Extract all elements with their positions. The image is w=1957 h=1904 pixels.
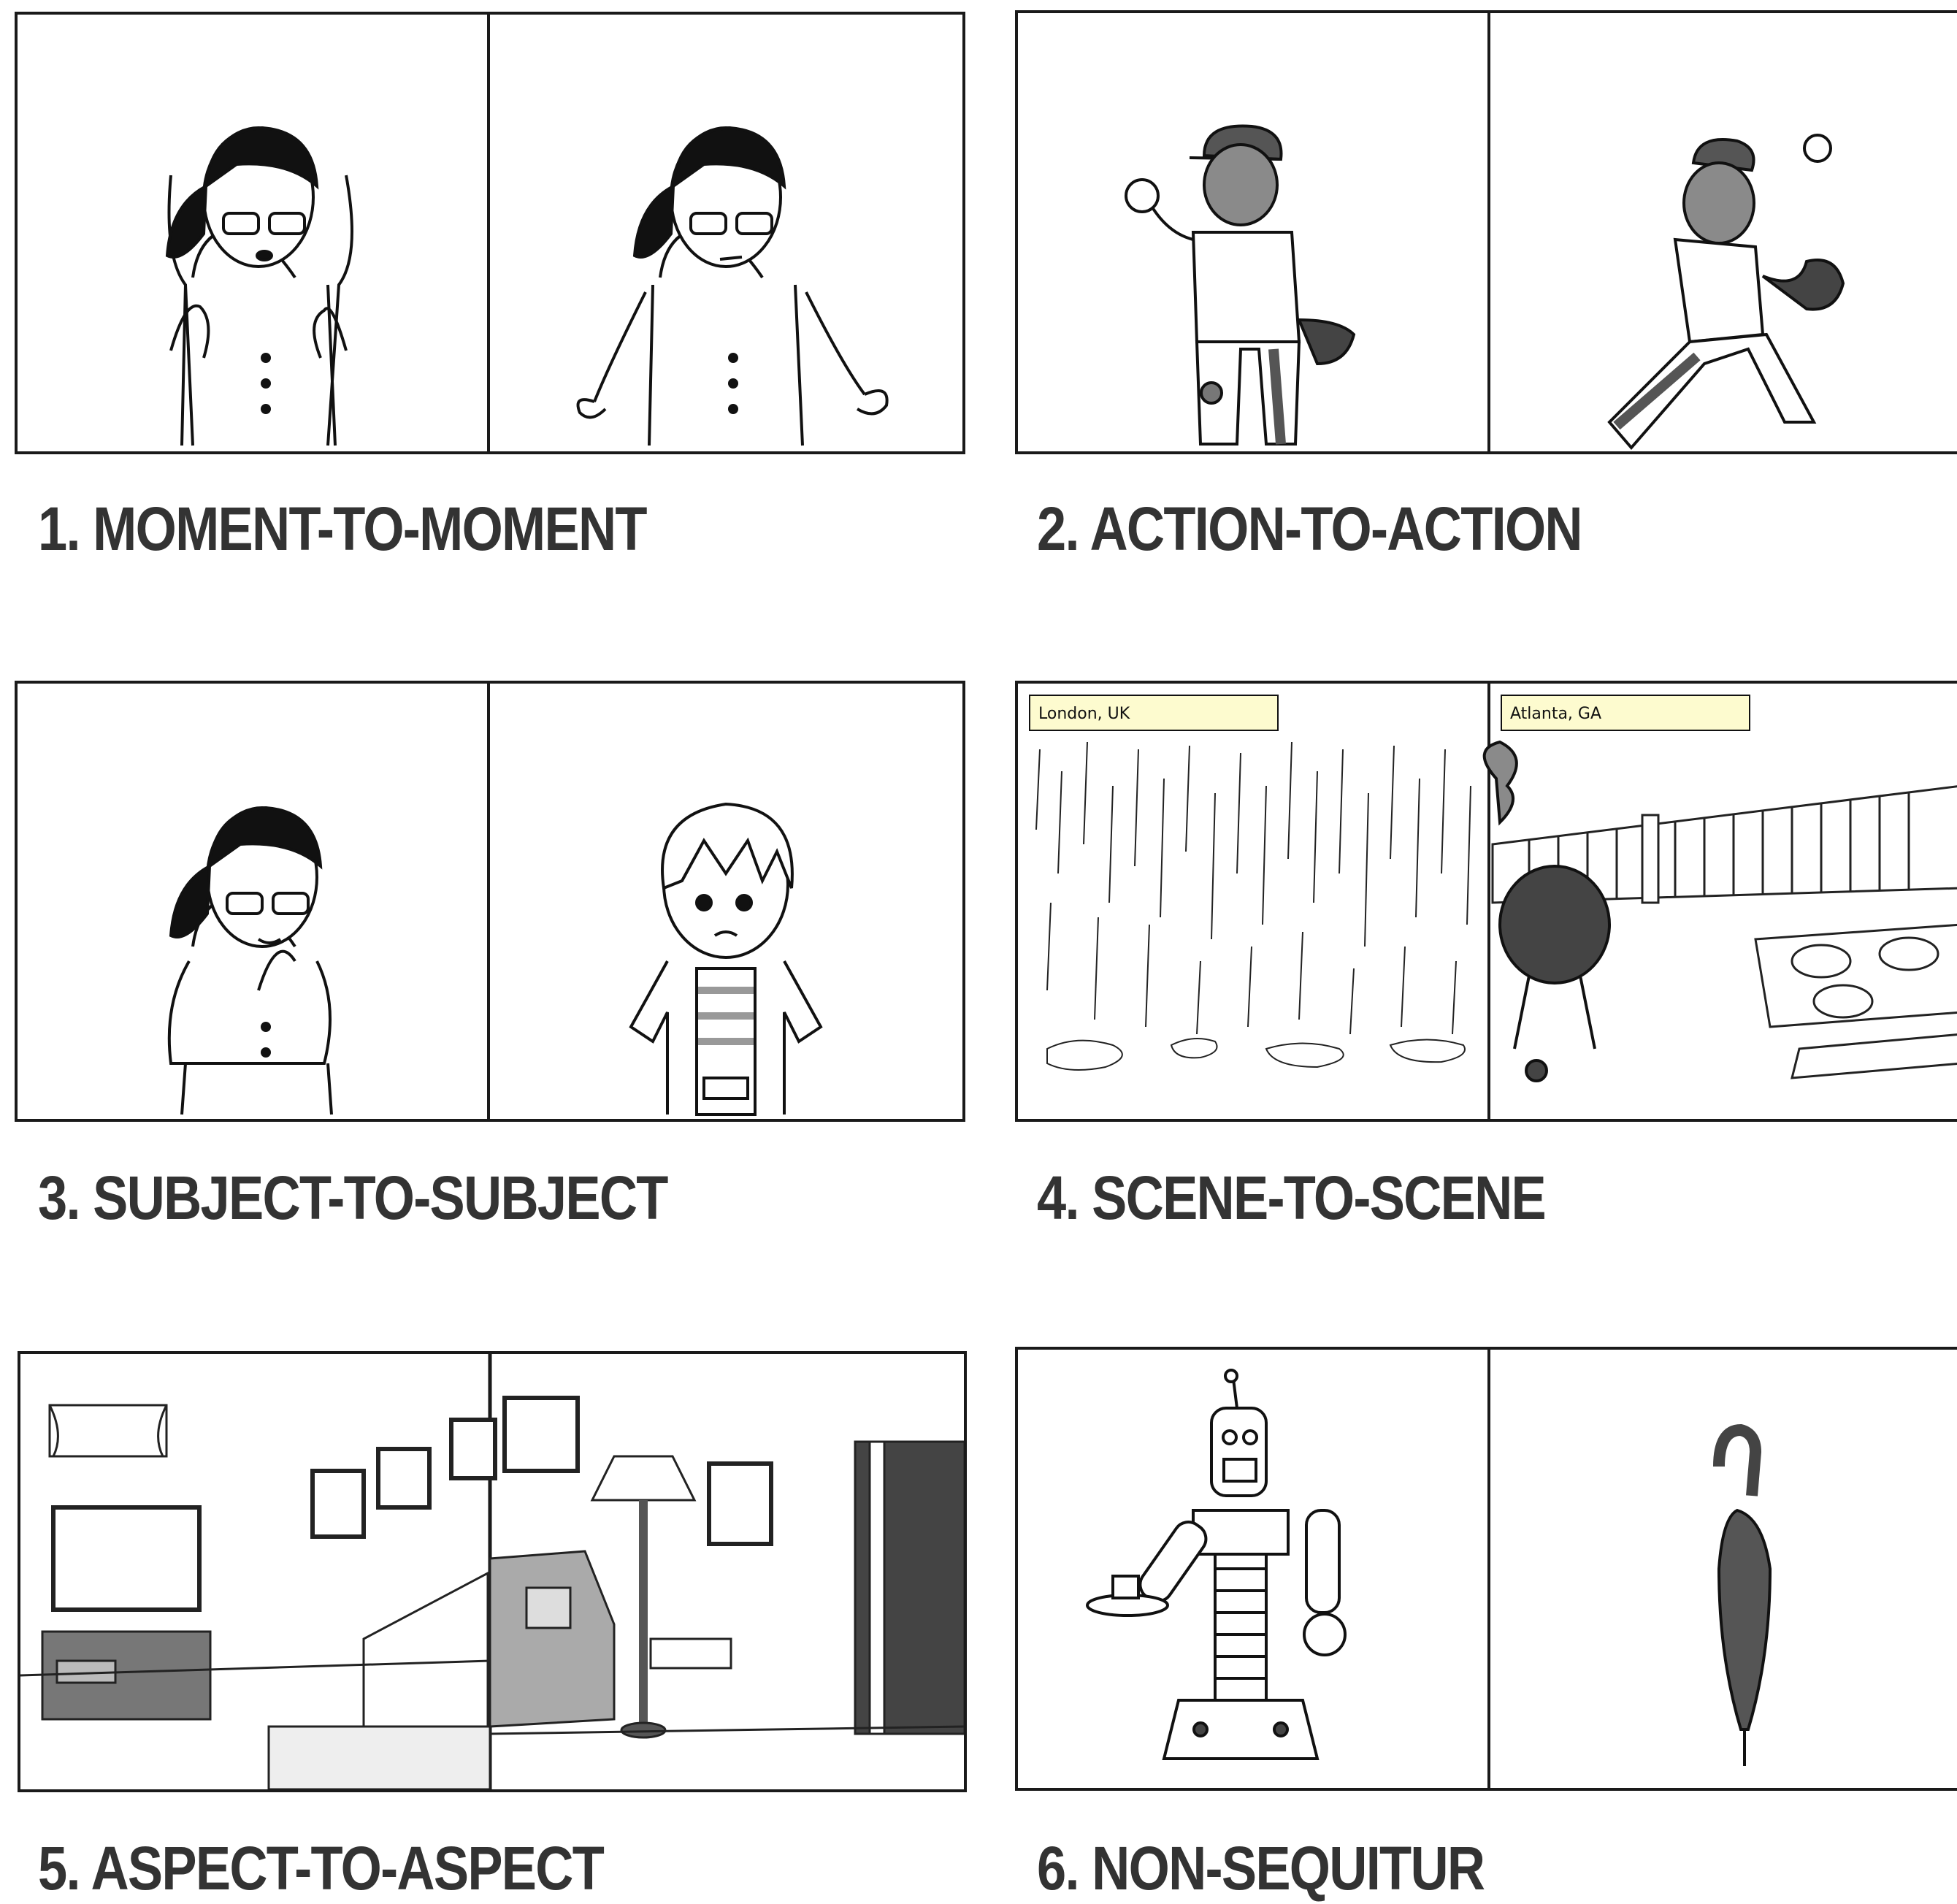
caption-action-to-action: 2. ACTION-TO-ACTION — [1037, 494, 1582, 563]
robot-icon — [1087, 1370, 1345, 1759]
strip-scene-to-scene — [1015, 681, 1957, 1122]
woman-figure-icon — [167, 128, 352, 446]
location-label-atlanta — [1501, 695, 1750, 730]
caption-aspect-to-aspect: 5. ASPECT-TO-ASPECT — [38, 1834, 604, 1903]
location-label-london — [1030, 695, 1278, 730]
puddle-icon — [1047, 1039, 1465, 1070]
strip-moment-to-moment — [15, 12, 965, 454]
woman-figure-icon — [169, 808, 332, 1115]
living-room-left — [20, 1405, 495, 1789]
grill-icon — [1485, 742, 1609, 1081]
strip-aspect-to-aspect — [18, 1351, 967, 1792]
svg-text:Atlanta, GA: Atlanta, GA — [1510, 705, 1602, 723]
lamp-icon — [592, 1456, 694, 1500]
strip-action-to-action — [1015, 10, 1957, 454]
rain-icon — [1036, 742, 1471, 1034]
armchair-icon — [490, 1551, 614, 1727]
girl-figure-icon — [631, 804, 821, 1115]
svg-text:London, UK: London, UK — [1038, 705, 1130, 723]
picnic-table-icon — [1755, 925, 1957, 1078]
caption-moment-to-moment: 1. MOMENT-TO-MOMENT — [38, 494, 646, 563]
strip-non-sequitur — [1015, 1347, 1957, 1791]
tv-icon — [53, 1507, 199, 1610]
caption-non-sequitur: 6. NON-SEQUITUR — [1037, 1834, 1485, 1903]
woman-figure-icon — [578, 128, 887, 446]
living-room-right — [490, 1398, 964, 1737]
strip-subject-to-subject — [15, 681, 965, 1122]
baseball-player-icon — [1126, 126, 1354, 445]
caption-subject-to-subject: 3. SUBJECT-TO-SUBJECT — [38, 1163, 667, 1232]
umbrella-icon — [1719, 1430, 1770, 1766]
baseball-player-icon — [1609, 135, 1843, 448]
caption-scene-to-scene: 4. SCENE-TO-SCENE — [1037, 1163, 1545, 1232]
